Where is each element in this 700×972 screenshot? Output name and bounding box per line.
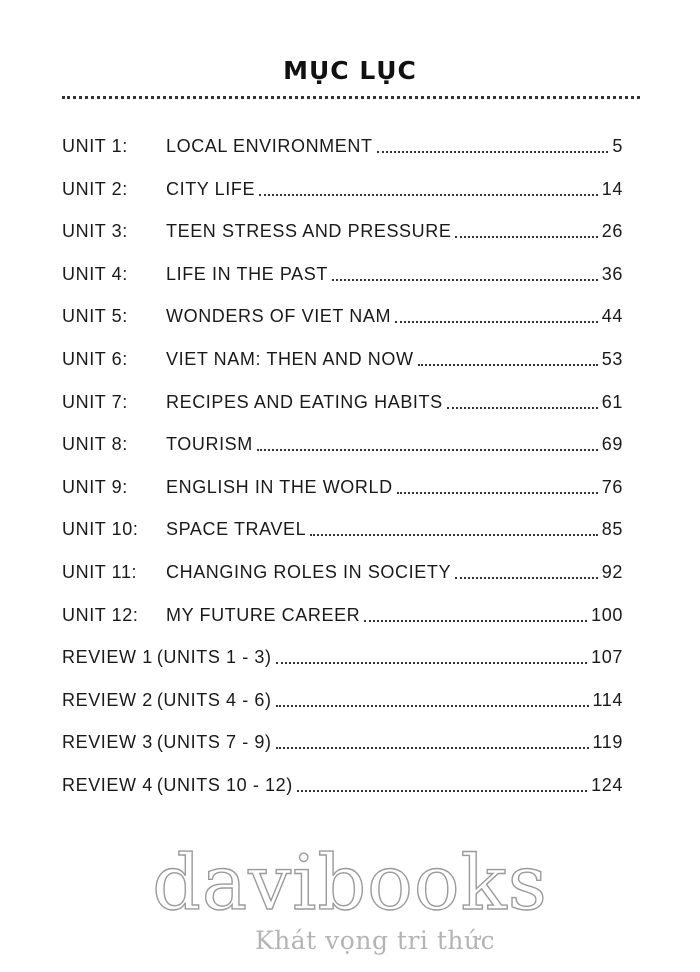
toc-entry-title: (UNITS 7 - 9) <box>156 732 272 753</box>
toc-entry-label: UNIT 9: <box>62 476 128 497</box>
dot-leader <box>297 772 587 792</box>
toc-entry-review-3[interactable] <box>62 729 623 772</box>
toc-entry-page: 44 <box>601 306 623 327</box>
dot-leader <box>455 218 597 238</box>
toc-entry-page: 61 <box>601 391 623 412</box>
dot-leader <box>377 133 609 153</box>
dot-leader <box>276 729 589 749</box>
toc-entry-title: LOCAL ENVIRONMENT <box>166 136 373 156</box>
dot-leader <box>276 644 588 664</box>
toc-entry-unit-1[interactable] <box>62 133 623 176</box>
toc-entry-page: 85 <box>601 519 623 540</box>
dot-leader <box>276 687 589 707</box>
table-of-contents <box>62 133 623 815</box>
publisher-tagline: Khát vọng tri thức <box>255 926 496 955</box>
toc-entry-page: 53 <box>601 348 623 369</box>
toc-entry-title: TEEN STRESS AND PRESSURE <box>166 221 452 242</box>
toc-entry-label: REVIEW 3 <box>62 732 153 753</box>
toc-entry-label: UNIT 7: <box>62 391 128 412</box>
toc-entry-title: CITY LIFE <box>166 178 256 199</box>
toc-entry-unit-9[interactable] <box>62 474 623 517</box>
toc-entry-unit-5[interactable] <box>62 303 623 346</box>
toc-entry-page: 100 <box>591 604 623 625</box>
publisher-logo: davibooks <box>152 838 548 927</box>
toc-entry-label: REVIEW 4 <box>62 774 153 795</box>
toc-entry-page: 124 <box>591 774 623 795</box>
toc-entry-unit-6[interactable] <box>62 346 623 389</box>
toc-entry-unit-3[interactable] <box>62 218 623 261</box>
toc-entry-page: 36 <box>601 263 623 284</box>
toc-entry-unit-7[interactable] <box>62 389 623 432</box>
toc-entry-review-1[interactable] <box>62 644 623 687</box>
toc-entry-page: 107 <box>591 647 623 668</box>
toc-entry-page: 5 <box>612 136 623 156</box>
dot-leader <box>447 389 598 409</box>
toc-entry-review-4[interactable] <box>62 772 623 815</box>
toc-entry-title: LIFE IN THE PAST <box>166 263 328 284</box>
toc-entry-label: UNIT 8: <box>62 434 128 455</box>
toc-entry-label: REVIEW 1 <box>62 647 153 668</box>
toc-entry-page: 26 <box>601 221 623 242</box>
toc-entry-label: UNIT 5: <box>62 306 128 327</box>
toc-entry-unit-11[interactable] <box>62 559 623 602</box>
toc-entry-label: UNIT 3: <box>62 221 128 242</box>
toc-entry-title: (UNITS 4 - 6) <box>156 689 272 710</box>
toc-entry-label: UNIT 4: <box>62 263 128 284</box>
dot-leader <box>395 303 598 323</box>
dot-leader <box>259 176 598 196</box>
dot-leader <box>418 346 598 366</box>
dot-leader <box>332 261 598 281</box>
toc-entry-unit-8[interactable] <box>62 431 623 474</box>
toc-entry-title: ENGLISH IN THE WORLD <box>166 476 393 497</box>
toc-entry-label: UNIT 6: <box>62 348 128 369</box>
dot-leader <box>397 474 598 494</box>
toc-entry-unit-12[interactable] <box>62 602 623 645</box>
dot-leader <box>310 516 598 536</box>
toc-entry-label: UNIT 10: <box>62 519 139 540</box>
toc-entry-page: 76 <box>601 476 623 497</box>
toc-entry-title: MY FUTURE CAREER <box>166 604 361 625</box>
toc-entry-title: RECIPES AND EATING HABITS <box>166 391 443 412</box>
toc-entry-page: 92 <box>601 561 623 582</box>
toc-entry-unit-10[interactable] <box>62 516 623 559</box>
toc-entry-page: 119 <box>592 732 623 753</box>
toc-entry-review-2[interactable] <box>62 687 623 730</box>
toc-entry-title: SPACE TRAVEL <box>166 519 307 540</box>
toc-entry-title: TOURISM <box>166 434 253 455</box>
dot-leader <box>257 431 598 451</box>
toc-entry-label: UNIT 12: <box>62 604 139 625</box>
toc-entry-label: UNIT 11: <box>62 561 138 582</box>
toc-entry-title: (UNITS 1 - 3) <box>156 647 272 668</box>
toc-entry-label: REVIEW 2 <box>62 689 153 710</box>
toc-entry-title: VIET NAM: THEN AND NOW <box>166 348 414 369</box>
toc-entry-page: 14 <box>601 178 623 199</box>
toc-entry-title: WONDERS OF VIET NAM <box>166 306 392 327</box>
toc-entry-unit-4[interactable] <box>62 261 623 304</box>
toc-entry-page: 114 <box>592 689 623 710</box>
toc-entry-page: 69 <box>601 434 623 455</box>
dot-leader <box>364 602 587 622</box>
toc-entry-label: UNIT 2: <box>62 178 128 199</box>
dot-leader <box>455 559 598 579</box>
toc-entry-title: CHANGING ROLES IN SOCIETY <box>166 561 452 582</box>
toc-entry-title: (UNITS 10 - 12) <box>156 774 293 795</box>
toc-entry-unit-2[interactable] <box>62 176 623 219</box>
toc-entry-label: UNIT 1: <box>62 136 128 156</box>
title-dotted-divider <box>62 96 640 99</box>
page-title: MỤC LỤC <box>283 56 417 85</box>
